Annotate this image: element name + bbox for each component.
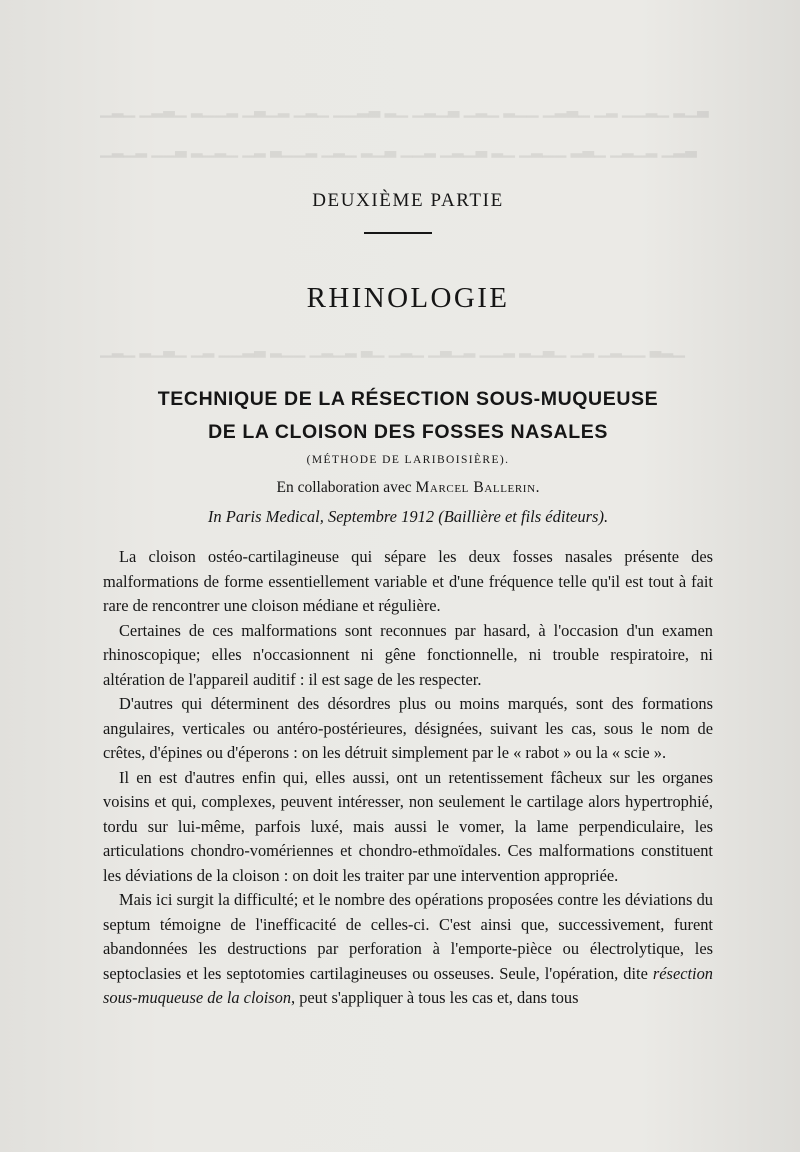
paragraph-5-italic: résection sous-muqueuse de la cloison: [103, 963, 713, 1007]
bleed-through-texture: ▁▂▁▂ ▁▁▃ ▂▁▂▁ ▁▂ ▃▁▁▂ ▁▂▁ ▂▁▃ ▁▁▂ ▁▂▁▃ ▂▁ ▁▂▁▁ ▂▃▁ ▁▂▁▂ ▁▂▃: [100, 142, 698, 158]
paragraph-5: [103, 888, 713, 1011]
paragraph-5-start: Mais ici surgit la difficulté; et le nombre des opérations proposées contre les déviations du septum témoigne de l'inefficacité de celles-ci. C'est ainsi que, successivement, furent abandonnées les destructions par perforation à l'emporte-pièce ou électrolytique, les septoclasies et les septotomies cartilagineuses ou osseuses. Seule, l'opération, dite: [103, 890, 713, 983]
method-label: (MÉTHODE DE LARIBOISIÈRE).: [306, 454, 510, 466]
paragraph-3: D'autres qui déterminent des désordres plus ou moins marqués, sont des formations angulaires, verticales ou antéro-postérieures, désignées, suivant les cas, sous le nom de crêtes, d'épines ou d'éperons : on les détruit simplement par le « rabot » ou la « scie ».: [103, 694, 713, 762]
heading-divider: [364, 232, 432, 234]
paragraph-4: Il en est d'autres enfin qui, elles aussi, ont un retentissement fâcheux sur les organes voisins et qui, complexes, peuvent intéresser, non seulement le cartilage alors hypertrophié, tordu sur lui-même, parfois luxé, mais aussi le vomer, la lame perpendiculaire, les articulations chondro-vomériennes et chondro-ethmoïdales. Ces malformations constituent les déviations de la cloison : on doit les traiter par une intervention appropriée.: [103, 767, 713, 885]
collaboration-suffix: .: [535, 479, 540, 496]
collaboration-prefix: En collaboration avec: [276, 479, 416, 496]
paragraph-5-end: , peut s'appliquer à tous les cas et, dans tous: [291, 988, 579, 1007]
paragraph-1: La cloison ostéo-cartilagineuse qui sépare les deux fosses nasales présente des malformations de forme essentiellement variable et d'une fréquence telle qu'il est tout à fait rare de rencontrer une cloison médiane et régulière.: [103, 547, 713, 615]
article-title-line-2: DE LA CLOISON DES FOSSES NASALES: [208, 421, 608, 443]
section-title: RHINOLOGIE: [306, 282, 510, 314]
collaborator-name: Marcel Ballerin: [415, 479, 536, 496]
article-body: [103, 545, 713, 1011]
bleed-through-texture: ▁▂▁ ▂▁▃▁ ▁▂ ▁▁▂▃ ▂▁▁ ▁▂▁▂ ▃▁ ▁▂▁ ▁▃▁▂ ▁▁▂ ▂▁▃▁ ▁▂ ▁▂▁▁ ▃▂▁: [100, 342, 686, 358]
part-heading: DEUXIÈME PARTIE: [312, 190, 504, 211]
header-block: [103, 0, 713, 540]
collaboration-line: [103, 479, 713, 497]
article-title-line-1: TECHNIQUE DE LA RÉSECTION SOUS-MUQUEUSE: [157, 388, 659, 410]
paragraph-2: Certaines de ces malformations sont reconnues par hasard, à l'occasion d'un examen rhinoscopique; elles n'occasionnent ni gêne fonctionnelle, ni trouble respiratoire, ni altération de l'appareil auditif : il est sage de les respecter.: [103, 620, 713, 689]
source-citation: In Paris Medical, Septembre 1912 (Baillière et fils éditeurs).: [207, 507, 609, 526]
bleed-through-texture: ▁▂▁ ▁▂▃▁ ▂▁▁▂ ▁▃▁▂ ▁▂▁ ▁▁▂▃ ▂▁ ▁▂▁▃ ▁▂▁ ▂▁▁ ▁▂▃▁ ▁▂ ▁▁▂▁ ▂▁▃: [100, 102, 709, 118]
